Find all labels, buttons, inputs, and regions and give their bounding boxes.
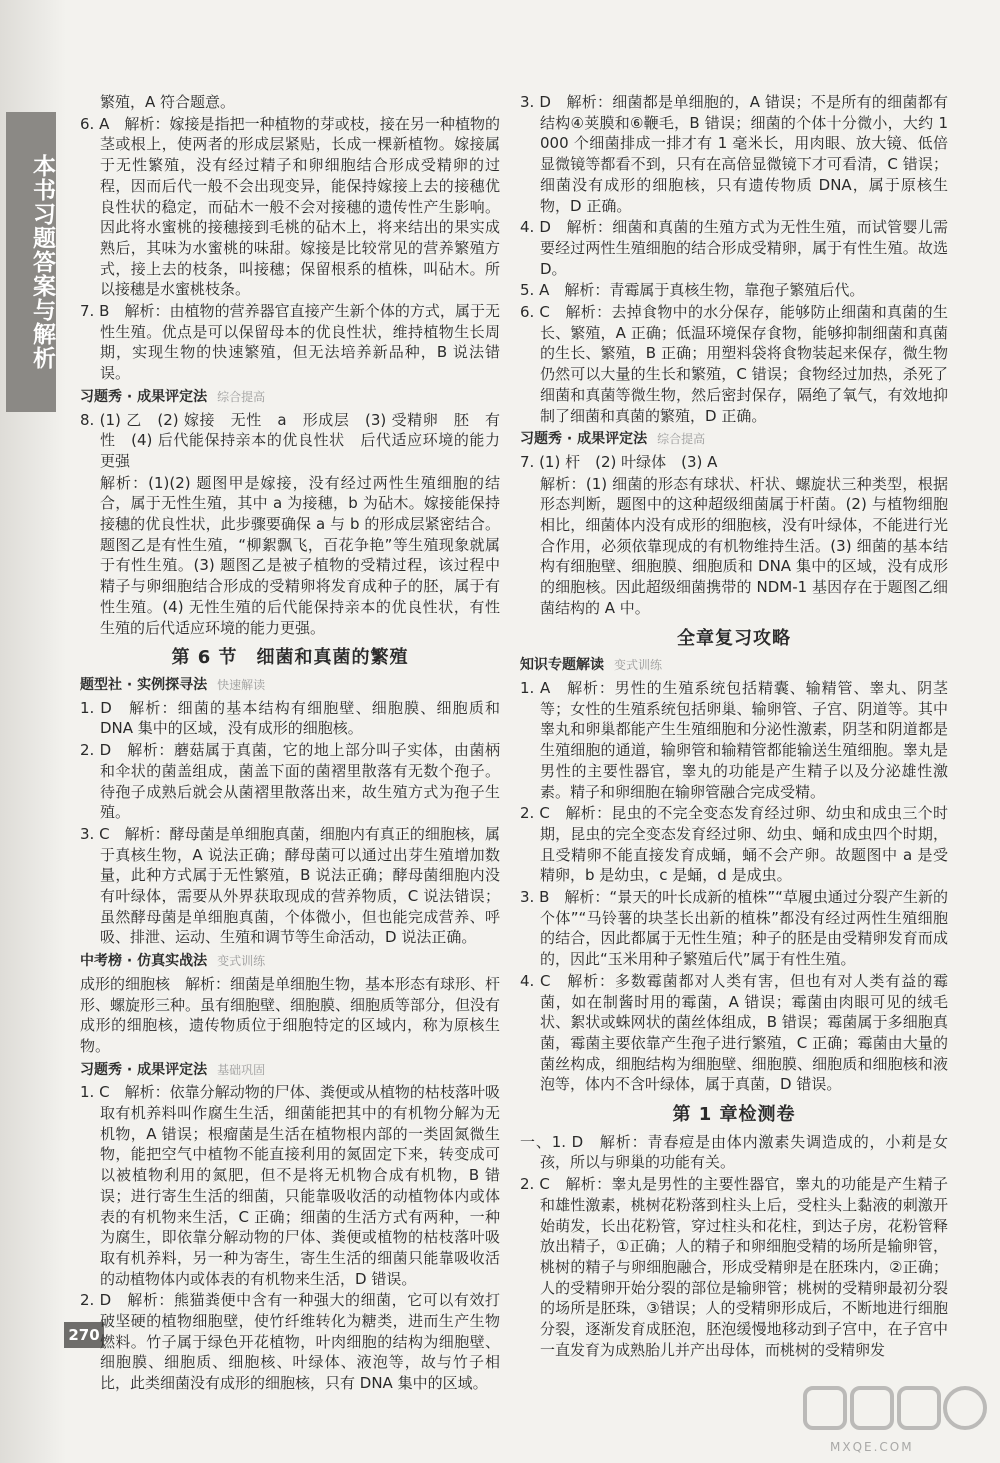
answer-item: 3. D 解析：细菌都是单细胞的，A 错误；不是所有的细菌都有结构④荚膜和⑥鞭毛，B 错误；细菌的个体十分微小，大约 1 000 个细菌排成一排才有 1 毫米长，用肉眼、放大镜、低倍显微镜等都看不到，只有在高倍显微镜下才可看清，C 错误；细菌没有成形的细胞核，只有遗传物质 DNA，属于原核生物，D 正确。	[520, 93, 948, 215]
section-tag: 综合提高	[657, 432, 706, 447]
section-label	[80, 1060, 500, 1081]
section-tag: 变式训练	[614, 658, 663, 673]
answer-item: 3. C 解析：酵母菌是单细胞真菌，细胞内有真正的细胞核，属于真核生物，A 说法正确；酵母菌可以通过出芽生殖增加数量，此种方式属于无性繁殖，B 说法正确；酵母菌细胞内没有叶绿体，需要从外界获取现成的营养物质，C 说法错误；虽然酵母菌是单细胞真菌，个体微小，但也能完成营养、呼吸、排泄、运动、生殖和调节等生命活动，D 说法正确。	[80, 824, 500, 947]
right-column	[520, 92, 948, 1361]
answer-item: 2. C 解析：昆虫的不完全变态发育经过卵、幼虫和成虫三个时期，昆虫的完全变态发育经过卵、幼虫、蛹和成虫四个时期，且受精卵不能直接发育成蛹，蛹不会产卵。故题图中 a 是受精卵，b 是幼虫，c 是蛹，d 是成虫。	[520, 804, 948, 885]
answer-explanation: 解析：(1)(2) 题图甲是嫁接，没有经过两性生殖细胞的结合，属于无性生殖，其中 a 为接穗，b 为砧木。嫁接能保持接穗的优良性状，此步骤要确保 a 与 b 的形成层紧密结合。题图乙是有性生殖，“柳絮飘飞，百花争艳”等生殖现象就属于有性生殖。(3) 题图乙是被子植物的受精过程，该过程中精子与卵细胞结合形成的受精卵将发育成种子的胚，属于有性生殖。(4) 无性生殖的后代能保持亲本的优良性状，有性生殖的后代适应环境的能力更强。	[100, 473, 500, 637]
answer-item: 3. B 解析：“景天的叶长成新的植株”“草履虫通过分裂产生新的个体”“马铃薯的块茎长出新的植株”都没有经过两性生殖细胞的结合，因此都属于无性生殖；种子的胚是由受精卵发育而成的，因此“玉米用种子繁殖后代”属于有性生殖。	[520, 888, 948, 969]
answer-item: 1. D 解析：细菌的基本结构有细胞壁、细胞膜、细胞质和 DNA 集中的区域，没有成形的细胞核。	[80, 698, 500, 738]
answer-explanation: 解析：(1) 细菌的形态有球状、杆状、螺旋状三种类型，根据形态判断，题图中的这种超级细菌属于杆菌。(2) 与植物细胞相比，细菌体内没有成形的细胞核，没有叶绿体，不能进行光合作用，必须依靠现成的有机物维持生活。(3) 细菌的基本结构有细胞壁、细胞膜、细胞质和 DNA 集中的区域，没有成形的细胞核。因此超级细菌携带的 NDM-1 基因存在于题图乙细菌结构的 A 中。	[540, 474, 948, 617]
answer-item: 4. D 解析：细菌和真菌的生殖方式为无性生殖，而试管婴儿需要经过两性生殖细胞的结合形成受精卵，属于有性生殖。故选 D。	[520, 218, 948, 278]
answer-item: 一、1. D 解析：青春痘是由体内激素失调造成的，小莉是女孩，所以与卵巢的功能有关。	[520, 1132, 948, 1172]
section-label	[80, 675, 500, 696]
answer-item: 2. D 解析：蘑菇属于真菌，它的地上部分叫子实体，由菌柄和伞状的菌盖组成，菌盖下面的菌褶里散落有无数个孢子。待孢子成熟后就会从菌褶里散落出来，故生殖方式为孢子生殖。	[80, 741, 500, 822]
left-column	[80, 92, 500, 1395]
section-tag: 基础巩固	[217, 1062, 266, 1077]
side-tab	[0, 0, 66, 1463]
answer-text: 繁殖，A 符合题意。	[100, 93, 236, 111]
section-tag: 综合提高	[217, 389, 266, 404]
chapter-heading: 第 1 章检测卷	[672, 1104, 796, 1126]
answer-item: 5. A 解析：青霉属于真核生物，靠孢子繁殖后代。	[520, 281, 865, 300]
answer-item: 2. C 解析：睾丸是男性的主要性器官，睾丸的功能是产生精子和雄性激素，桃树花粉落到柱头上后，受柱头上黏液的刺激开始萌发，长出花粉管，穿过柱头和花柱，到达子房，花粉管释放出精子，①正确；人的精子和卵细胞受精的场所是输卵管，桃树的精子与卵细胞融合，形成受精卵是在胚珠内，②正确；人的受精卵开始分裂的部位是输卵管；桃树的受精卵最初分裂的场所是胚珠，③错误；人的受精卵形成后，不断地进行细胞分裂，逐渐发育成胚泡，胚泡缓慢地移动到子宫中，在子宫中一直发育为成熟胎儿并产出母体，而桃树的受精卵发	[520, 1175, 948, 1359]
section-label	[520, 429, 948, 450]
section-label	[520, 655, 948, 676]
side-tab-label: 本书习题答案与解析	[6, 112, 56, 412]
answer-item: 7. B 解析：由植物的营养器官直接产生新个体的方式，属于无性生殖。优点是可以保留母本的优良性状，维持植物生长周期，实现生物的快速繁殖，但无法培养新品种，B 说法错误。	[80, 302, 500, 383]
answer-item: 8. (1) 乙 (2) 嫁接 无性 a 形成层 (3) 受精卵 胚 有性 (4) 后代能保持亲本的优良性状 后代适应环境的能力更强	[80, 410, 500, 470]
answer-item: 成形的细胞核 解析：细菌是单细胞生物，基本形态有球形、杆形、螺旋形三种。虽有细胞壁、细胞膜、细胞质等部分，但没有成形的细胞核，遗传物质位于细胞特定的区域内，称为原核生物。	[80, 974, 501, 1055]
answer-item: 2. D 解析：熊猫粪便中含有一种强大的细菌，它可以有效打破坚硬的植物细胞壁，使竹纤维转化为糖类，进而生产生物燃料。竹子属于绿色开花植物，叶肉细胞的结构为细胞壁、细胞膜、细胞质、细胞核、叶绿体、液泡等，故与竹子相比，此类细菌没有成形的细胞核，只有 DNA 集中的区域。	[80, 1291, 500, 1393]
section-title: 习题秀 · 成果评定法	[520, 431, 648, 448]
section-title: 中考榜 · 仿真实战法	[80, 953, 208, 970]
answer-item: 6. A 解析：嫁接是指把一种植物的芽或枝，接在另一种植物的茎或根上，使两者的形成层紧贴，长成一棵新植物。嫁接属于无性繁殖，没有经过精子和卵细胞结合形成受精卵的过程，因而后代一般不会出现变异，能保持嫁接上去的接穗优良性状的稳定，而砧木一般不会对接穗的遗传性产生影响。因此将水蜜桃的接穗接到毛桃的砧木上，将来结出的果实成熟后，其味为水蜜桃的味甜。嫁接是比较常见的营养繁殖方式，接上去的枝条，叫接穗；保留根系的植株，叫砧木。所以接穗是水蜜桃枝条。	[80, 114, 500, 299]
section-title: 知识专题解读	[520, 657, 604, 674]
section-tag: 快速解读	[217, 677, 266, 692]
watermark-text: MXQE.COM	[830, 1440, 914, 1454]
section-title: 习题秀 · 成果评定法	[80, 1061, 208, 1078]
section-title: 题型社 · 实例探寻法	[80, 676, 208, 693]
answer-item: 7. (1) 杆 (2) 叶绿体 (3) A	[520, 452, 718, 471]
section-label	[80, 387, 500, 408]
section-label	[80, 951, 500, 972]
answer-item: 1. A 解析：男性的生殖系统包括精囊、输精管、睾丸、阴茎等；女性的生殖系统包括卵巢、输卵管、子宫、阴道等。其中睾丸和卵巢都能产生生殖细胞和分泌性激素，阴茎和阴道都是生殖细胞的通道，输卵管和输精管都能输送生殖细胞。睾丸是男性的主要性器官，睾丸的功能是产生精子以及分泌雄性激素。精子和卵细胞在输卵管融合完成受精。	[520, 678, 948, 801]
page-number: 270	[64, 1322, 104, 1348]
answer-item: 1. C 解析：依靠分解动物的尸体、粪便或从植物的枯枝落叶吸取有机养料叫作腐生生活，细菌能把其中的有机物分解为无机物，A 错误；根瘤菌是生活在植物根内部的一类固氮微生物，能把空气中植物不能直接利用的氮固定下来，转变成可以被植物利用的氮肥，但不是将无机物合成有机物，B 错误；进行寄生生活的细菌，只能靠吸收活的动植物体内或体表的有机物来生活，C 正确；细菌的生活方式有两种，一种为腐生，即依靠分解动物的尸体、粪便或植物的枯枝落叶吸取有机养料，另一种为寄生，寄生生活的细菌只能靠吸收活的动植物体内或体表的有机物来生活，D 错误。	[80, 1083, 500, 1288]
section-tag: 变式训练	[217, 954, 266, 969]
answer-item: 6. C 解析：去掉食物中的水分保存，能够防止细菌和真菌的生长、繁殖，A 正确；低温环境保存食物，能够抑制细菌和真菌的生长、繁殖，B 正确；用塑料袋将食物装起来保存，微生物仍然可以大量的生长和繁殖，C 错误；食物经过加热，杀死了细菌和真菌等微生物，然后密封保存，隔绝了氧气，有效地抑制了细菌和真菌的繁殖，D 正确。	[520, 303, 948, 425]
chapter-heading: 第 6 节 细菌和真菌的繁殖	[171, 647, 409, 669]
section-title: 习题秀 · 成果评定法	[80, 388, 208, 405]
chapter-heading: 全章复习攻略	[677, 627, 791, 649]
answer-item: 4. C 解析：多数霉菌都对人类有害，但也有对人类有益的霉菌，如在制酱时用的霉菌，A 错误；霉菌由肉眼可见的绒毛状、絮状或蛛网状的菌丝体组成，B 错误；霉菌属于多细胞真菌，霉菌主要依靠产生孢子进行繁殖，C 正确；霉菌由大量的菌丝构成，细胞结构为细胞壁、细胞膜、细胞质和细胞核和液泡等，体内不含叶绿体，属于真菌，D 错误。	[520, 971, 948, 1094]
